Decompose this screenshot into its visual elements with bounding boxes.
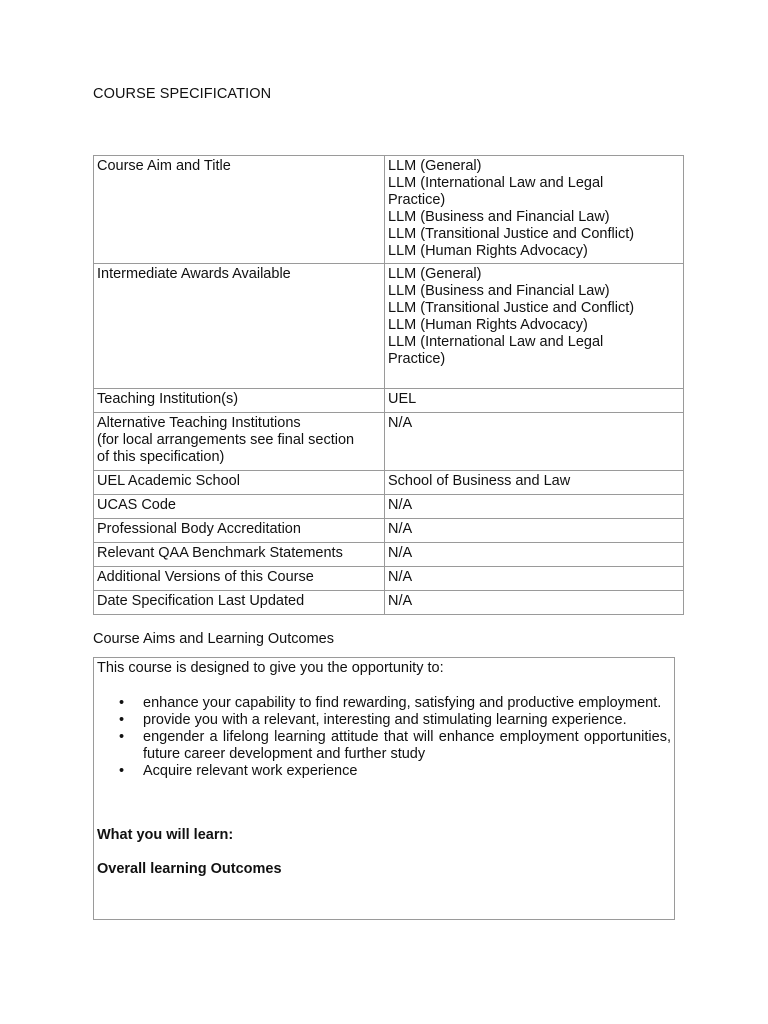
row-label [94,519,385,543]
row-label-line: Professional Body Accreditation [97,521,301,537]
row-label [94,413,385,471]
row-value-line: N/A [388,593,413,609]
row-value-line: School of Business and Law [388,473,571,489]
row-label-line: Alternative Teaching Institutions [97,415,301,431]
row-value-line: N/A [388,521,413,537]
row-label-line: Course Aim and Title [97,158,231,174]
row-label-line: (for local arrangements see final section [97,432,355,448]
row-label-line: Teaching Institution(s) [97,391,239,407]
table-row [94,156,684,264]
row-value-line: LLM (International Law and Legal [388,334,604,350]
row-value-line: N/A [388,415,413,431]
table-row [94,591,684,615]
table-row [94,567,684,591]
aims-box [93,657,675,920]
list-item-text: enhance your capability to find rewarding, satisfying and productive employment. [143,695,662,711]
page-title: COURSE SPECIFICATION [93,86,272,102]
course-spec-table [93,155,684,615]
list-item-text: Acquire relevant work experience [143,763,358,779]
list-item [97,729,671,763]
row-value-line: UEL [388,391,417,407]
row-label [94,591,385,615]
row-value-line: LLM (Business and Financial Law) [388,209,610,225]
aims-list [97,695,671,780]
table-row [94,413,684,471]
row-label [94,495,385,519]
table-row [94,519,684,543]
row-value [385,413,684,471]
row-value-line: LLM (Transitional Justice and Conflict) [388,300,635,316]
table-row [94,495,684,519]
bullet-icon: • [119,729,125,745]
row-value-line: Practice) [388,192,446,208]
table-row [94,543,684,567]
row-value-line: LLM (Transitional Justice and Conflict) [388,226,635,242]
row-value [385,591,684,615]
row-label-line: of this specification) [97,449,225,465]
row-value-line: N/A [388,497,413,513]
row-label [94,264,385,389]
row-value-line: Practice) [388,351,446,367]
row-label [94,156,385,264]
list-item [97,695,671,712]
row-value [385,519,684,543]
outcomes-heading: Overall learning Outcomes [97,861,282,877]
list-item-text: engender a lifelong learning attitude that will enhance employment opportunities, future career development and further study [143,729,671,762]
row-label [94,471,385,495]
row-value [385,567,684,591]
row-label [94,389,385,413]
row-value-line: N/A [388,569,413,585]
table-row [94,264,684,389]
row-label [94,543,385,567]
learn-heading: What you will learn: [97,827,234,843]
row-label-line: Relevant QAA Benchmark Statements [97,545,343,561]
aims-intro: This course is designed to give you the opportunity to: [97,660,444,676]
row-label-line: UCAS Code [97,497,176,513]
bullet-icon: • [119,695,125,711]
row-value [385,471,684,495]
row-value-line: LLM (International Law and Legal [388,175,604,191]
row-value-line: LLM (General) [388,158,482,174]
row-label [94,567,385,591]
list-item [97,763,671,780]
row-label-line: Date Specification Last Updated [97,593,305,609]
table-row [94,471,684,495]
bullet-icon: • [119,763,125,779]
row-value [385,389,684,413]
row-value-line: LLM (Business and Financial Law) [388,283,610,299]
row-value-line: LLM (Human Rights Advocacy) [388,317,588,333]
row-value-line: LLM (Human Rights Advocacy) [388,243,588,259]
row-value [385,543,684,567]
row-value-line: LLM (General) [388,266,482,282]
row-value [385,495,684,519]
row-label-line: Intermediate Awards Available [97,266,291,282]
row-value-line: N/A [388,545,413,561]
list-item [97,712,671,729]
row-value [385,264,684,389]
row-label-line: Additional Versions of this Course [97,569,314,585]
row-value [385,156,684,264]
aims-section-heading: Course Aims and Learning Outcomes [93,631,334,647]
list-item-text: provide you with a relevant, interesting and stimulating learning experience. [143,712,627,728]
table-row [94,389,684,413]
bullet-icon: • [119,712,125,728]
row-label-line: UEL Academic School [97,473,240,489]
